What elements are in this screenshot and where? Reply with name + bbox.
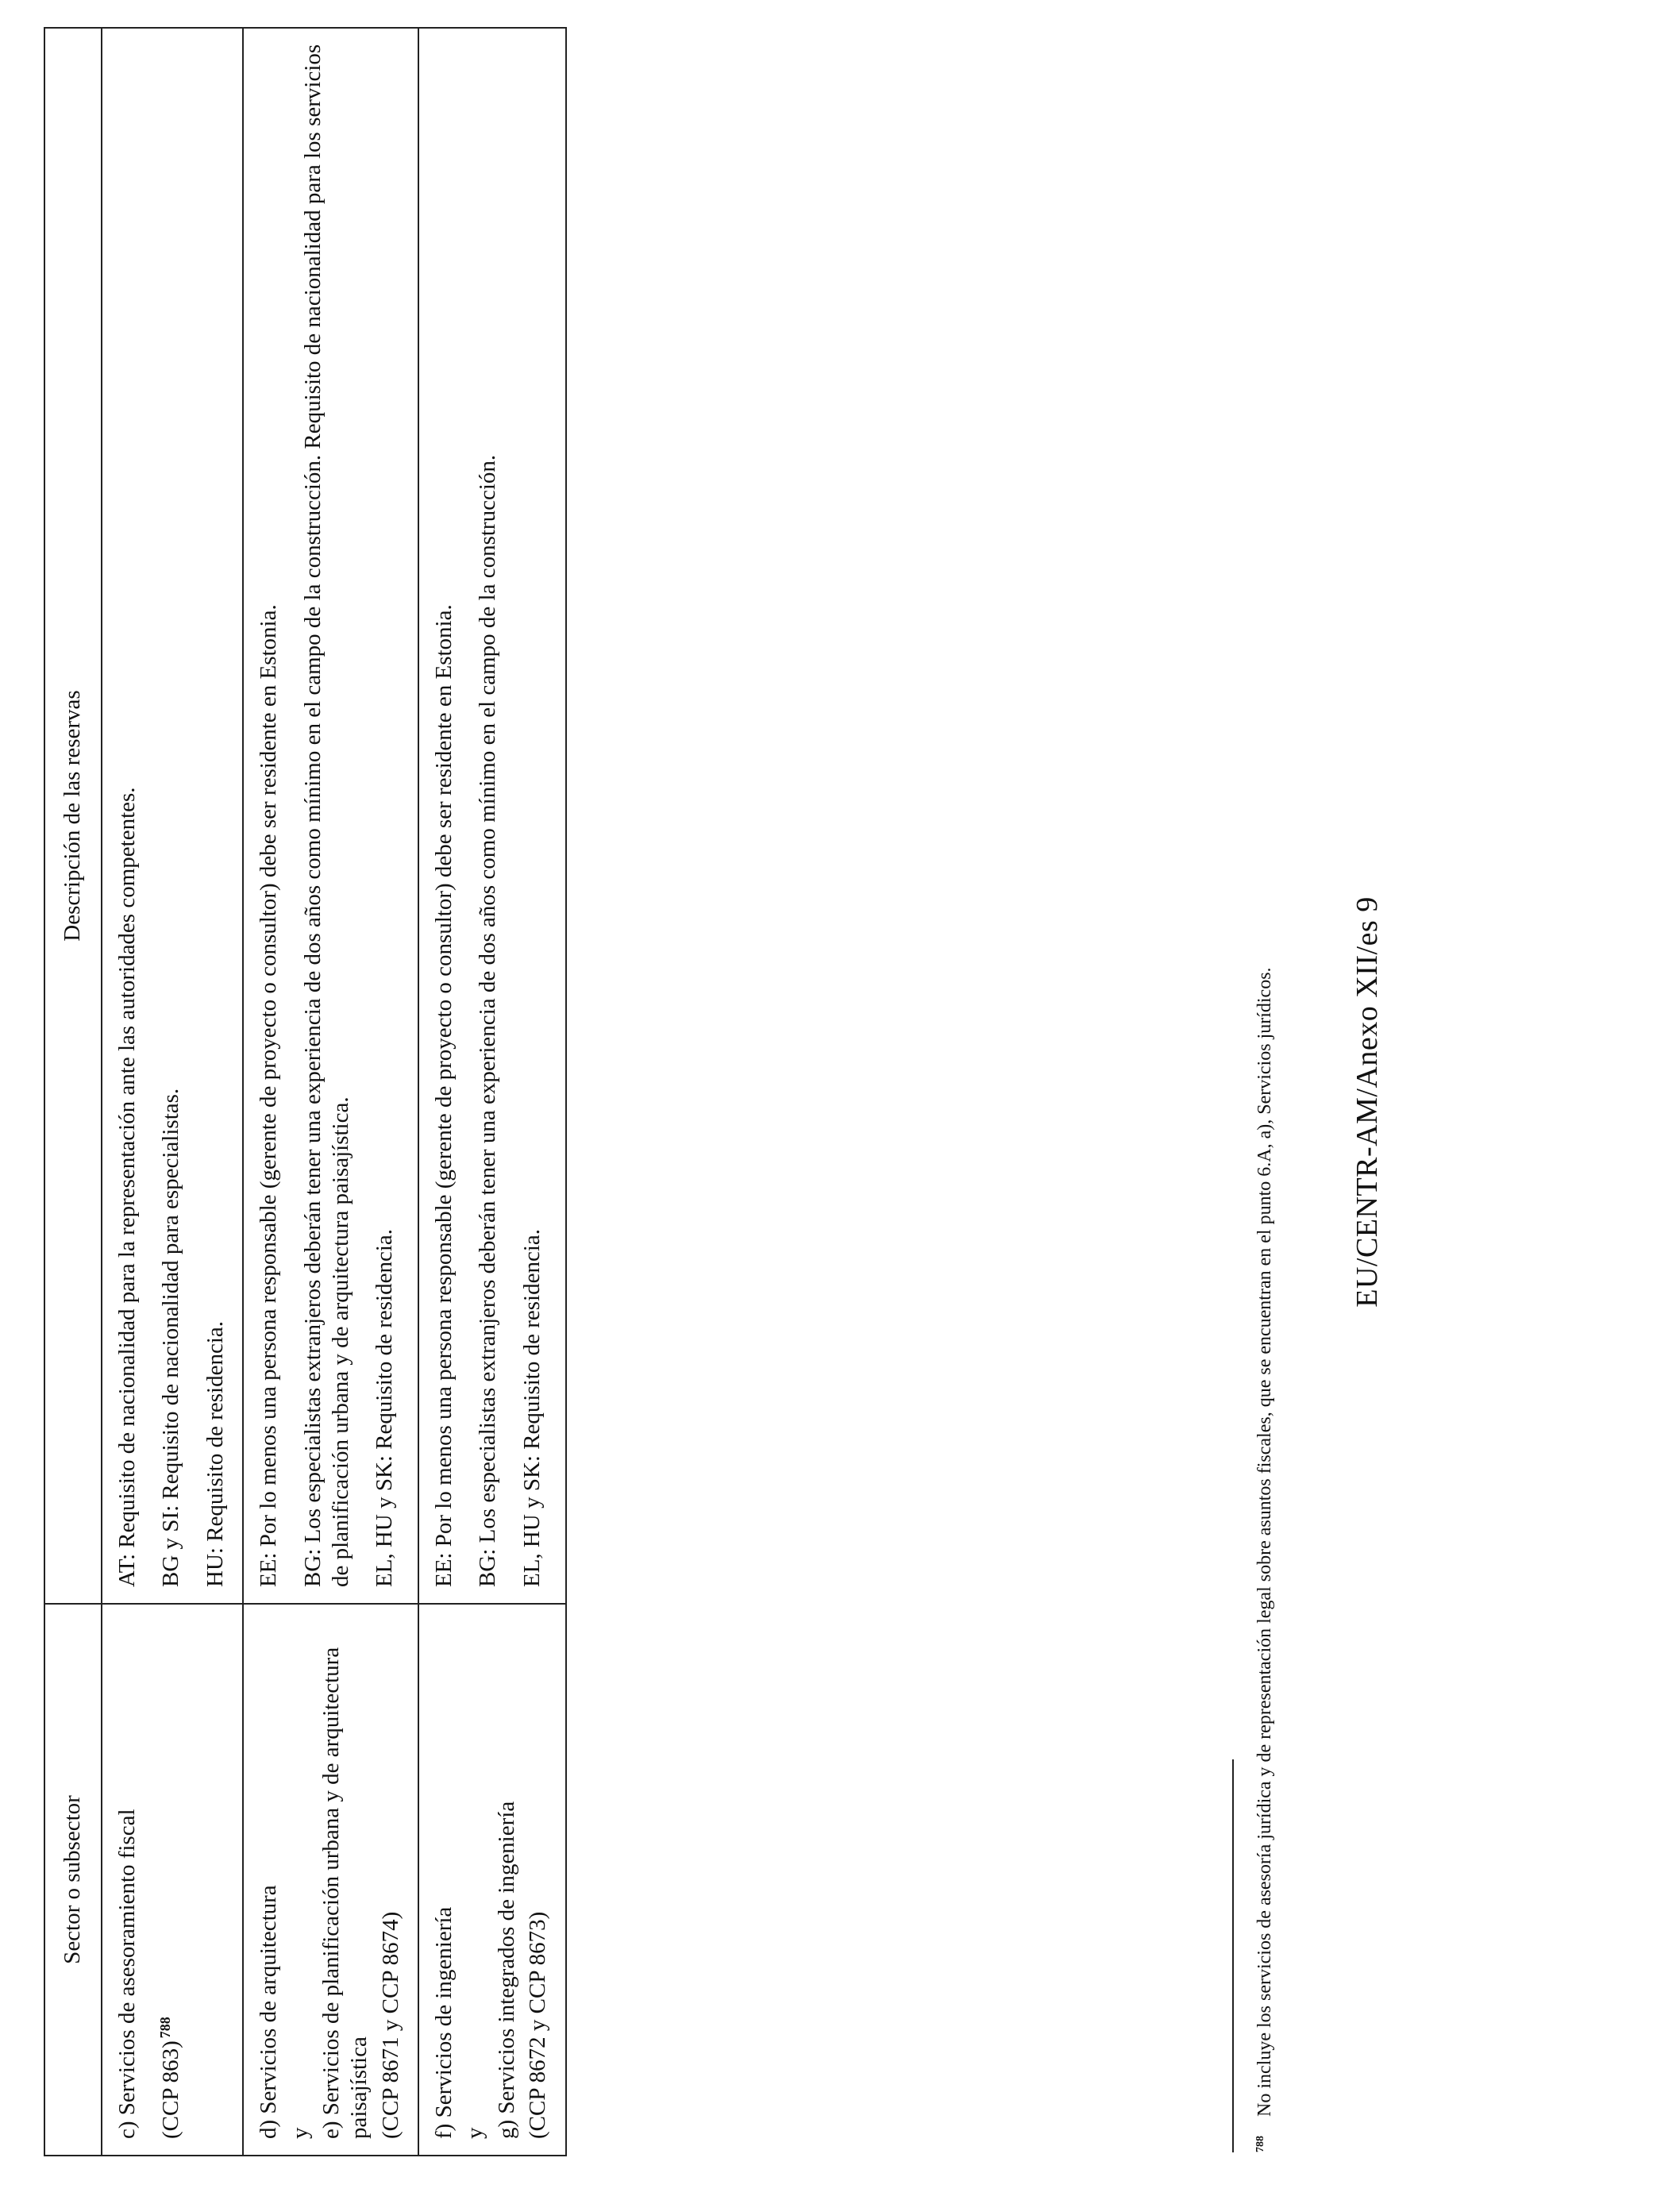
sector-line: d) Servicios de arquitectura	[256, 1885, 282, 2139]
sector-line: y	[287, 2127, 313, 2139]
table-header-row	[44, 28, 102, 2156]
sector-line: (CCP 8671 y CCP 8674)	[377, 1911, 403, 2139]
sector-line: y	[462, 2127, 488, 2139]
sector-line: (CCP 863)	[158, 2040, 184, 2139]
description-line: BG: Los especialistas extranjeros deberán tener una experiencia de dos años como mínimo en el campo de la construcción.	[475, 454, 501, 1587]
sector-cell	[102, 1604, 243, 2156]
description-line: EE: Por lo menos una persona responsable (gerente de proyecto o consultor) debe ser residente en Estonia.	[431, 604, 457, 1587]
description-line: EL, HU y SK: Requisito de residencia.	[372, 1228, 398, 1587]
sector-cell	[243, 1604, 418, 2156]
table-row	[102, 28, 243, 2156]
sector-line: f) Servicios de ingeniería	[431, 1906, 457, 2139]
footnote-text: No incluye los servicios de asesoría jurídica y de representación legal sobre asuntos fiscales, que se encuentran en el punto 6.A, a), Servicios jurídicos.	[1254, 967, 1275, 2117]
table-row	[243, 28, 418, 2156]
description-line: HU: Requisito de residencia.	[202, 1320, 228, 1587]
description-line: AT: Requisito de nacionalidad para la representación ante las autoridades competentes.	[114, 787, 140, 1587]
header-description: Descripción de las reservas	[44, 28, 102, 1604]
description-line: EE: Por lo menos una persona responsable (gerente de proyecto o consultor) debe ser residente en Estonia.	[256, 604, 282, 1587]
page-footer: EU/CENTR-AM/Anexo XII/es 9	[1351, 896, 1384, 1308]
footnote-reference[interactable]: 788	[156, 2017, 173, 2039]
sector-line: g) Servicios integrados de ingeniería	[493, 1801, 519, 2139]
footnote-divider	[1232, 1759, 1234, 2152]
description-line: BG y SI: Requisito de nacionalidad para especialistas.	[158, 1088, 184, 1587]
description-cell	[102, 28, 243, 1604]
header-sector: Sector o subsector	[44, 1604, 102, 2156]
reservations-table	[44, 27, 567, 2156]
description-cell	[418, 28, 566, 1604]
table-row	[418, 28, 566, 2156]
description-line: EL, HU y SK: Requisito de residencia.	[518, 1228, 545, 1587]
description-line: BG: Los especialistas extranjeros deberán tener una experiencia de dos años como mínimo en el campo de la construcción. Requisito de nacionalidad para los servicios de planificación urbana y de arquitectura paisajística.	[299, 44, 353, 1587]
description-cell	[243, 28, 418, 1604]
sector-cell	[418, 1604, 566, 2156]
sector-line: e) Servicios de planificación urbana y de arquitectura paisajística	[318, 1647, 372, 2139]
sector-line-with-footnote	[157, 1619, 185, 2139]
sector-line: c) Servicios de asesoramiento fiscal	[114, 1809, 140, 2139]
sector-line: (CCP 8672 y CCP 8673)	[525, 1911, 551, 2139]
footnote: 788No incluye los servicios de asesoría jurídica y de representación legal sobre asuntos fiscales, que se encuentran en el punto 6.A, a), Servicios jurídicos.	[1254, 967, 1275, 2152]
